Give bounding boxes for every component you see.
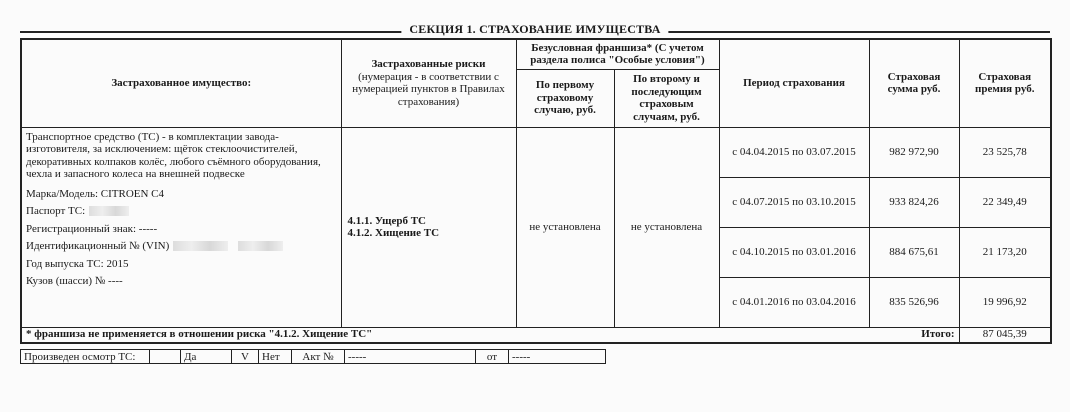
risk-item: 4.1.2. Хищение ТС bbox=[347, 227, 440, 239]
risk-item: 4.1.1. Ущерб ТС bbox=[347, 214, 426, 227]
property-reg-sign: Регистрационный знак: ----- bbox=[26, 222, 158, 235]
property-year: Год выпуска ТС: 2015 bbox=[26, 257, 129, 270]
header-risks-note: (нумерация - в соответствии с нумерацией пунктов в Правилах страхования) bbox=[352, 70, 505, 108]
header-deductible-next: По второму и последующим страховым случаям, руб. bbox=[614, 69, 719, 127]
premium-cell: 21 173,20 bbox=[959, 227, 1051, 277]
inspection-label: Произведен осмотр ТС: bbox=[21, 350, 150, 364]
sum-cell: 835 526,96 bbox=[869, 277, 959, 327]
inspection-from: от bbox=[476, 350, 509, 364]
period-cell: с 04.07.2015 по 03.10.2015 bbox=[719, 177, 869, 227]
footnote: * франшиза не применяется в отношении риска "4.1.2. Хищение ТС" bbox=[21, 327, 869, 343]
inspection-blank bbox=[150, 350, 181, 364]
property-vin: Идентификационный № (VIN) bbox=[26, 240, 170, 252]
period-cell: с 04.04.2015 по 03.07.2015 bbox=[719, 127, 869, 177]
redaction-vin-2 bbox=[238, 241, 283, 251]
premium-cell: 22 349,49 bbox=[959, 177, 1051, 227]
property-cell bbox=[21, 127, 341, 327]
header-property: Застрахованное имущество: bbox=[21, 39, 341, 127]
header-premium: Страховая премия руб. bbox=[959, 39, 1051, 127]
insurance-table bbox=[20, 38, 1052, 344]
deductible-next-value: не установлена bbox=[614, 127, 719, 327]
property-passport-row bbox=[26, 205, 337, 218]
inspection-mark: V bbox=[232, 350, 259, 364]
risks-cell bbox=[341, 127, 516, 327]
period-cell: с 04.10.2015 по 03.01.2016 bbox=[719, 227, 869, 277]
inspection-row bbox=[20, 349, 606, 364]
premium-cell: 23 525,78 bbox=[959, 127, 1051, 177]
header-sum: Страховая сумма руб. bbox=[869, 39, 959, 127]
redaction-vin-1 bbox=[173, 241, 228, 251]
header-deductible: Безусловная франшиза* (С учетом раздела полиса "Особые условия") bbox=[516, 39, 719, 69]
inspection-no: Нет bbox=[259, 350, 292, 364]
header-period: Период страхования bbox=[719, 39, 869, 127]
property-passport: Паспорт ТС: bbox=[26, 205, 86, 217]
inspection-from-value: ----- bbox=[509, 350, 606, 364]
total-value: 87 045,39 bbox=[959, 327, 1051, 343]
property-make-model: Марка/Модель: CITROEN C4 bbox=[26, 187, 165, 200]
header-risks: Застрахованные риски (нумерация - в соответствии с нумерацией пунктов в Правилах страхования) bbox=[341, 39, 516, 127]
header-deductible-first: По первому страховому случаю, руб. bbox=[516, 69, 614, 127]
period-cell: с 04.01.2016 по 03.04.2016 bbox=[719, 277, 869, 327]
property-body: Кузов (шасси) № ---- bbox=[26, 275, 123, 287]
premium-cell: 19 996,92 bbox=[959, 277, 1051, 327]
sum-cell: 884 675,61 bbox=[869, 227, 959, 277]
sum-cell: 933 824,26 bbox=[869, 177, 959, 227]
inspection-act-value: ----- bbox=[345, 350, 476, 364]
redaction-passport bbox=[89, 206, 129, 216]
deductible-first-value: не установлена bbox=[516, 127, 614, 327]
section-title bbox=[20, 22, 1050, 38]
property-description: Транспортное средство (ТС) - в комплектации завода-изготовителя, за исключением: щёток стеклоочистителей, декоративных колпаков колёс, любого съёмного оборудования, чехла и запасного колеса на внешней подвеске bbox=[26, 130, 321, 180]
total-label: Итого: bbox=[869, 327, 959, 343]
property-vin-row bbox=[26, 240, 337, 253]
sum-cell: 982 972,90 bbox=[869, 127, 959, 177]
inspection-act: Акт № bbox=[292, 350, 345, 364]
section-title-text: СЕКЦИЯ 1. СТРАХОВАНИЕ ИМУЩЕСТВА bbox=[401, 22, 668, 37]
inspection-yes: Да bbox=[181, 350, 232, 364]
